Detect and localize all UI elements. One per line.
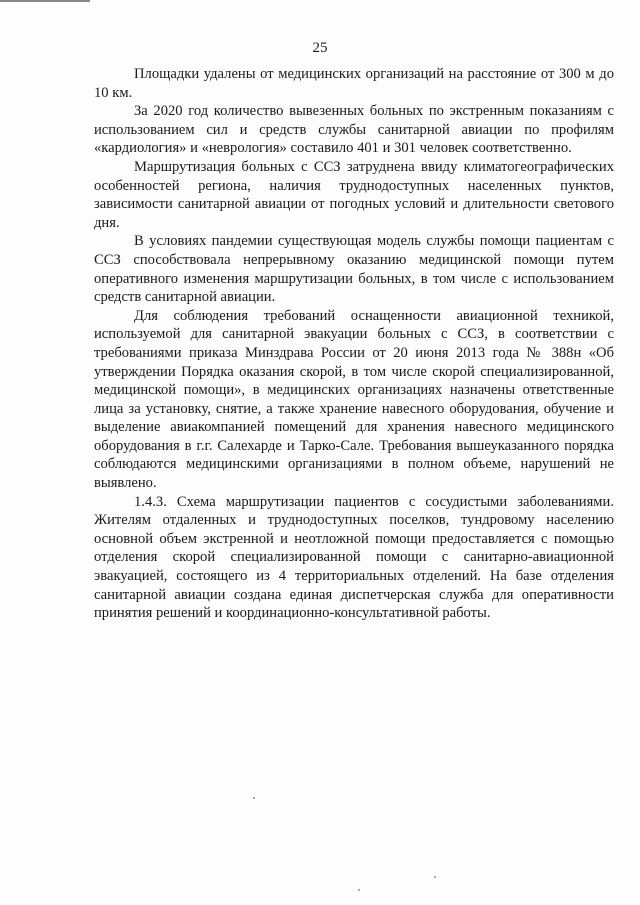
- paragraph-4: В условиях пандемии существующая модель службы помощи пациентам с ССЗ способствовала непрерывному оказанию медицинской помощи путем оперативного изменения маршрутизации больных, в том числе с использованием средств санитарной авиации.: [94, 233, 614, 306]
- page-number: 25: [312, 40, 328, 56]
- scan-speck: [434, 876, 436, 878]
- scan-speck: [253, 797, 255, 799]
- scan-speck: [358, 889, 360, 891]
- paragraph-5: Для соблюдения требований оснащенности авиационной техникой, используемой для санитарной эвакуации больных с ССЗ, в соответствии с требованиями приказа Минздрава России от 20 июня 2013 года № 388н «Об утверждении Порядка оказания скорой, в том числе скорой специализированной, медицинской помощи», в медицинских организациях назначены ответственные лица за установку, снятие, а также хранение навесного оборудования, обучение и выделение авиакомпанией помещений для хранения навесного медицинского оборудования в г.г. Салехарде и Тарко-Сале. Требования вышеуказанного порядка соблюдаются медицинскими организациями в полном объеме, нарушений не выявлено.: [94, 307, 614, 492]
- paragraph-3: Маршрутизация больных с ССЗ затруднена ввиду климатогеографических особенностей региона, наличия труднодоступных населенных пунктов, зависимости санитарной авиации от погодных условий и длительности светового дня.: [94, 158, 614, 231]
- scan-edge-mark: [0, 0, 90, 6]
- paragraph-2: За 2020 год количество вывезенных больных по экстренным показаниям с использованием сил и средств службы санитарной авиации по профилям «кардиология» и «неврология» составило 401 и 301 человек соответственно.: [94, 103, 614, 157]
- paragraph-6: 1.4.3. Схема маршрутизации пациентов с сосудистыми заболеваниями. Жителям отдаленных и труднодоступных поселков, тундровому населению основной объем экстренной и неотложной помощи предоставляется с помощью отделения скорой специализированной помощи с санитарно-авиационной эвакуацией, состоящего из 4 территориальных отделений. На базе отделения санитарной авиации создана единая диспетчерская служба для оперативности принятия решений и координационно-консультативной работы.: [94, 493, 614, 622]
- paragraph-1: Площадки удалены от медицинских организаций на расстояние от 300 м до 10 км.: [94, 66, 614, 101]
- body-text: [94, 65, 614, 623]
